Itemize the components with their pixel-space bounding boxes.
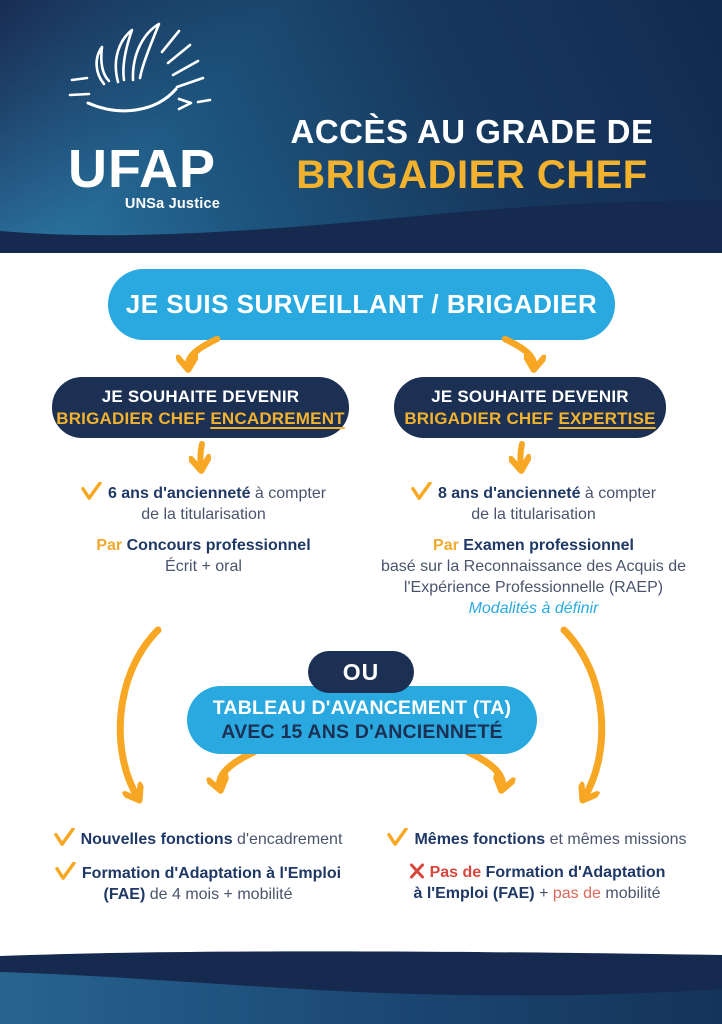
arrow-outer-left (120, 630, 158, 798)
outcome-rest: d'encadrement (232, 831, 343, 848)
right-seniority-line (366, 482, 701, 504)
outcome-bold: Nouvelles fonctions (80, 831, 233, 848)
method-name: Concours professionnel (126, 537, 311, 554)
tableau-avancement-pill (187, 686, 537, 754)
pill-right-line1: JE SOUHAITE DEVENIR (431, 386, 629, 406)
right-method-line (366, 535, 701, 556)
encadrement-outcomes (22, 828, 374, 905)
seniority-bold: 8 ans d'ancienneté (437, 485, 581, 502)
expertise-outcomes (370, 828, 704, 904)
seniority-rest: à compter (580, 485, 657, 502)
grade-underlined: EXPERTISE (558, 408, 656, 428)
outcome-row (22, 828, 374, 850)
check-icon (81, 482, 102, 501)
check-icon (54, 828, 75, 847)
outcome-bold: à l'Emploi (FAE) (413, 885, 535, 902)
right-seniority-line2: de la titularisation (471, 506, 596, 523)
page-title-line1: ACCÈS AU GRADE DE (290, 113, 654, 150)
arrow-left-pill-down (200, 444, 202, 468)
pill-left-line2 (56, 408, 345, 430)
cross-icon (409, 863, 425, 879)
outcome-row (370, 828, 704, 850)
right-branch-details (366, 482, 701, 619)
pill-brigadier-chef-encadrement (52, 377, 349, 438)
arrow-ta-right (468, 752, 502, 788)
seniority-bold: 6 ans d'ancienneté (107, 485, 251, 502)
outcome-bold: Formation d'Adaptation à l'Emploi (81, 865, 342, 882)
modalites-note: Modalités à définir (468, 600, 599, 617)
raep-line2: l'Expérience Professionnelle (RAEP) (403, 579, 664, 596)
page-title (272, 112, 672, 198)
left-method-detail: Écrit + oral (165, 558, 242, 575)
or-pill: OU (308, 651, 414, 693)
grade-prefix: BRIGADIER CHEF (404, 408, 559, 428)
arrow-root-to-right (505, 339, 534, 367)
outcome-bold: Mêmes fonctions (414, 831, 546, 848)
par-label: Par (433, 537, 464, 554)
outcome-bold: Formation d'Adaptation (485, 864, 666, 881)
pill-right-line2 (404, 408, 655, 430)
left-branch-details (36, 482, 371, 577)
method-name: Examen professionnel (463, 537, 634, 554)
logo-wordmark: UFAP (67, 139, 217, 199)
outcome-rest: et mêmes missions (545, 831, 687, 848)
grade-underlined: ENCADREMENT (210, 408, 345, 428)
par-label: Par (96, 537, 127, 554)
negative-red: pas de (552, 885, 601, 902)
header (0, 0, 722, 253)
left-method-line (36, 535, 371, 556)
header-wave (0, 197, 722, 253)
outcome-row (22, 862, 374, 884)
grade-prefix: BRIGADIER CHEF (56, 408, 211, 428)
plus-sign: + (534, 885, 553, 902)
root-pill-surveillant-brigadier: JE SUIS SURVEILLANT / BRIGADIER (108, 269, 615, 340)
arrow-root-to-left (188, 339, 217, 367)
outcome-row-negative (370, 862, 704, 883)
outcome-rest: mobilité (600, 885, 661, 902)
logo-subtitle: UNSa Justice (124, 196, 220, 212)
outcome-row-negative-line2 (370, 883, 704, 904)
pill-left-line1: JE SOUHAITE DEVENIR (101, 386, 300, 406)
ta-line2: AVEC 15 ANS D'ANCIENNETÉ (221, 721, 503, 743)
ufap-dove-icon (62, 22, 214, 142)
check-icon (387, 828, 408, 847)
ta-line1: TABLEAU D'AVANCEMENT (TA) (212, 697, 512, 719)
check-icon (55, 862, 76, 881)
check-icon (411, 482, 432, 501)
page-title-line2: BRIGADIER CHEF (296, 153, 648, 197)
left-seniority-line (36, 482, 371, 504)
footer-wave (0, 948, 722, 1024)
pill-brigadier-chef-expertise (394, 377, 666, 438)
raep-line1: basé sur la Reconnaissance des Acquis de (380, 558, 687, 575)
outcome-bold: (FAE) (103, 886, 146, 903)
seniority-rest: à compter (250, 485, 327, 502)
outcome-row-line2 (22, 884, 374, 905)
arrow-right-pill-down (520, 444, 522, 468)
negative-red-bold: Pas de (429, 864, 486, 881)
outcome-rest: de 4 mois + mobilité (145, 886, 293, 903)
arrow-ta-left (220, 752, 254, 788)
left-seniority-line2: de la titularisation (141, 506, 266, 523)
arrow-outer-right (564, 630, 602, 798)
